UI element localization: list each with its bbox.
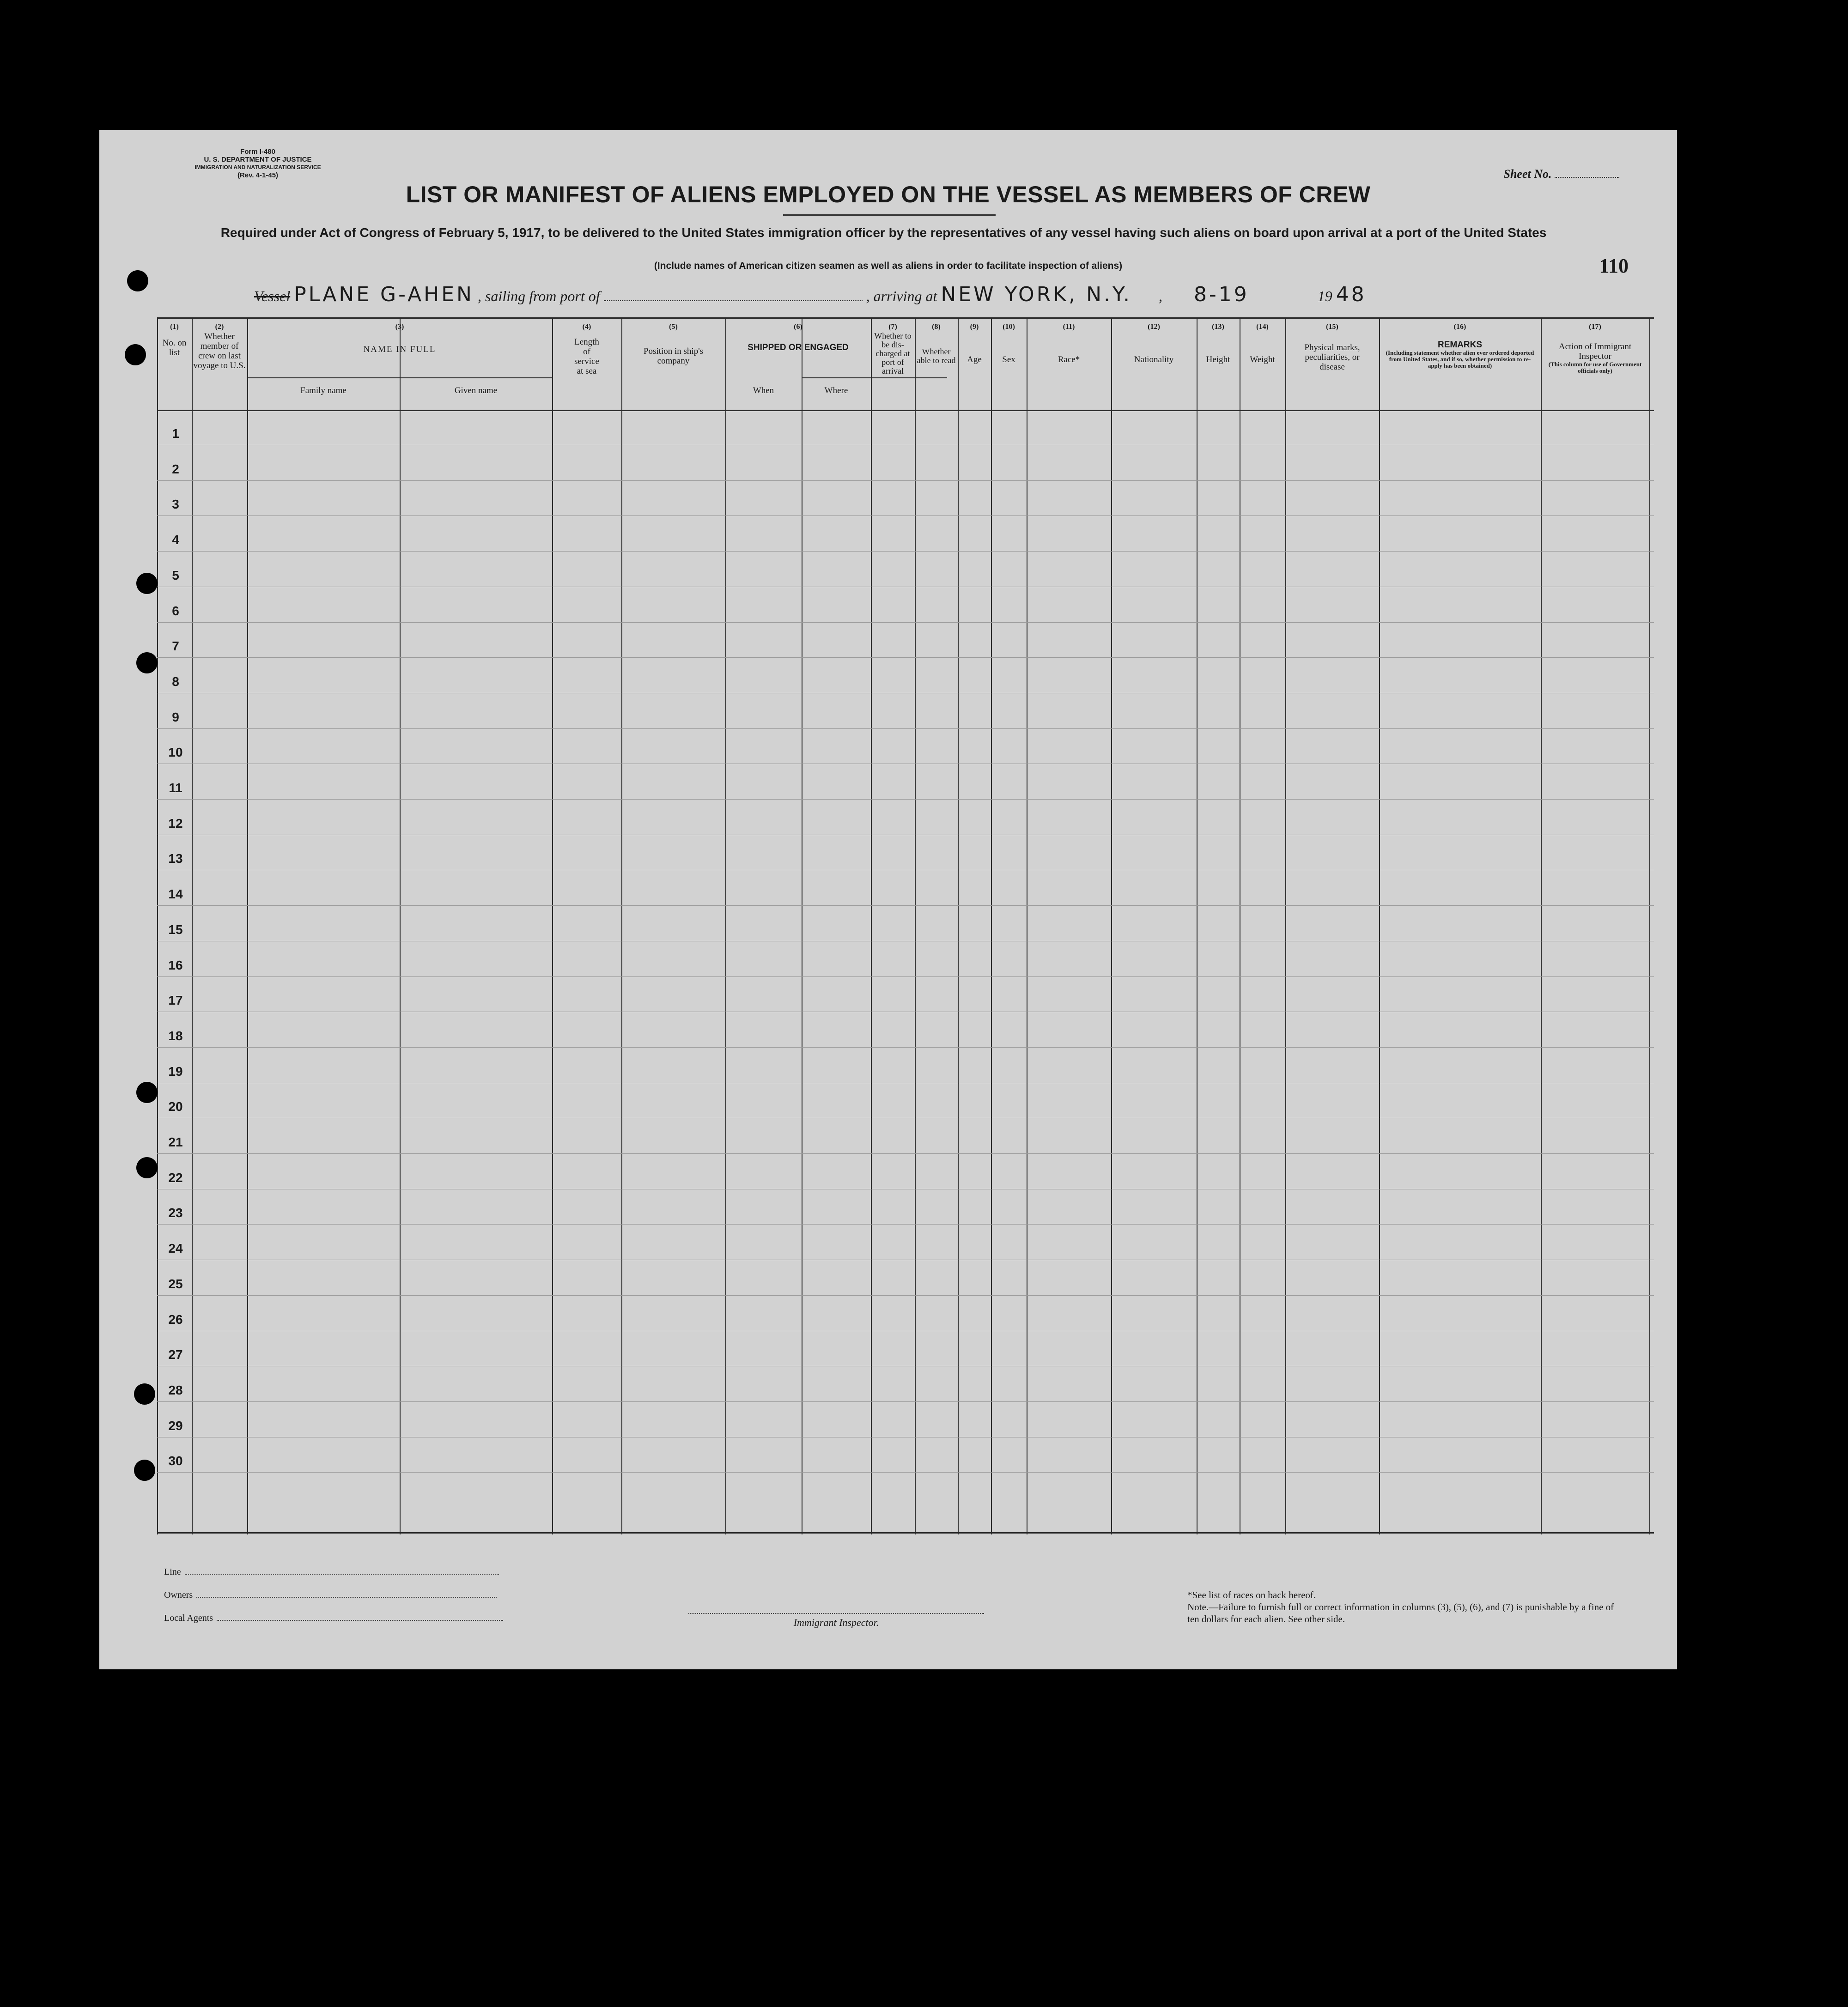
arrival-year[interactable]: 48 [1336, 283, 1367, 306]
header-col-17: (17) Action of Immigrant Inspector (This column for use of Government officials only) [1548, 323, 1642, 374]
header-where: Where [824, 386, 848, 395]
arriving-label: , arriving at [866, 288, 937, 304]
header-given-name: Given name [454, 386, 498, 395]
owners-label: Owners [164, 1590, 193, 1600]
row-number: 14 [168, 887, 183, 902]
row-number: 29 [168, 1418, 183, 1433]
table-row[interactable] [157, 1153, 1654, 1154]
row-number: 2 [172, 461, 179, 476]
page-title: LIST OR MANIFEST OF ALIENS EMPLOYED ON THE VESSEL AS MEMBERS OF CREW [406, 182, 1371, 207]
punch-hole [134, 1460, 155, 1481]
page-number: 110 [1599, 255, 1629, 277]
header-col-3: (3) NAME IN FULL [363, 323, 436, 354]
row-number: 7 [172, 639, 179, 654]
header-col-9: (9) Age [967, 323, 982, 364]
name-subheader-rule [247, 377, 552, 378]
col-line [1379, 317, 1380, 1534]
table-row[interactable] [157, 622, 1654, 623]
table-row[interactable] [157, 1224, 1654, 1225]
footer-local-agents-field[interactable] [164, 1613, 503, 1624]
table-row[interactable] [157, 1047, 1654, 1048]
punch-hole [134, 1383, 155, 1405]
table-row[interactable] [157, 480, 1654, 481]
immigrant-inspector-signature[interactable]: Immigrant Inspector. [688, 1613, 984, 1629]
header-col-6: (6) SHIPPED OR ENGAGED [748, 323, 849, 352]
row-number: 21 [168, 1135, 183, 1149]
header-col-10: (10) Sex [1002, 323, 1015, 364]
row-number: 22 [168, 1170, 183, 1185]
col-line [247, 317, 248, 1534]
row-number: 27 [168, 1347, 183, 1362]
col-line [991, 317, 992, 1534]
punch-hole [127, 270, 148, 291]
header-col-7: (7) Whether to be dis-charged at port of arrival [874, 323, 912, 376]
footer-line-field[interactable] [164, 1567, 499, 1577]
row-number: 24 [168, 1241, 183, 1256]
manifest-sheet [99, 130, 1677, 1669]
row-number: 19 [168, 1064, 183, 1079]
table-row[interactable] [157, 515, 1654, 516]
punch-hole [125, 344, 146, 365]
table-row[interactable] [157, 1472, 1654, 1473]
vessel-name[interactable]: PLANE G-AHEN [294, 283, 474, 306]
local-agents-label: Local Agents [164, 1613, 213, 1623]
col-line [915, 317, 916, 1534]
row-number: 1 [172, 426, 179, 441]
row-number: 25 [168, 1276, 183, 1291]
penalty-note: Note.—Failure to furnish full or correct information in columns (3), (5), (6), and (7) is punishable by a fine of ten dollars for each alien. See other side. [1187, 1601, 1614, 1625]
table-row[interactable] [157, 657, 1654, 658]
table-row[interactable] [157, 976, 1654, 977]
year-prefix: 19 [1317, 288, 1332, 304]
header-col-16: (16) REMARKS (Including statement whether alien ever ordered deported from United States, and if so, whether permission to re-apply has been obtained) [1386, 323, 1534, 369]
col-line [1649, 317, 1650, 1534]
table-top-rule [157, 317, 1654, 319]
header-col-8: (8) Whether able to read [917, 323, 956, 365]
include-note: (Include names of American citizen seamen as well as aliens in order to facilitate inspection of aliens) [654, 261, 1123, 271]
form-department: U. S. DEPARTMENT OF JUSTICE [204, 156, 312, 164]
sheet-number-field [1504, 167, 1620, 181]
col-line [1197, 317, 1198, 1534]
header-col-11: (11) Race* [1058, 323, 1080, 364]
subtitle: Required under Act of Congress of February 5, 1917, to be delivered to the United States immigration officer by the representatives of any vessel having such aliens on board upon arrival at a port of the United States [220, 225, 1547, 240]
line-label: Line [164, 1567, 181, 1577]
title-underline [783, 214, 996, 216]
crew-table [157, 317, 1654, 1534]
footer-note [1187, 1589, 1617, 1625]
table-bottom-rule [157, 1532, 1654, 1534]
row-number: 12 [168, 816, 183, 831]
table-row[interactable] [157, 799, 1654, 800]
punch-hole [136, 1082, 158, 1103]
header-col-4: (4) Length of service at sea [574, 323, 599, 376]
sheet-number-label: Sheet No. [1503, 167, 1552, 181]
header-col-14: (14) Weight [1250, 323, 1275, 364]
col-line [621, 317, 622, 1534]
row-number: 16 [168, 958, 183, 972]
header-col-13: (13) Height [1206, 323, 1230, 364]
row-number: 20 [168, 1099, 183, 1114]
row-number: 11 [169, 781, 182, 795]
form-identifier [165, 148, 350, 179]
row-number: 18 [168, 1028, 183, 1043]
sailing-label: , sailing from port of [477, 288, 600, 304]
row-number: 9 [172, 709, 179, 724]
header-col-15: (15) Physical marks, peculiarities, or disease [1304, 323, 1360, 372]
col-line [1285, 317, 1286, 1534]
table-row[interactable] [157, 1295, 1654, 1296]
form-revision: (Rev. 4-1-45) [237, 171, 279, 179]
header-col-2: (2) Whether member of crew on last voyage to U.S. [193, 323, 246, 370]
table-row[interactable] [157, 905, 1654, 906]
row-number: 30 [168, 1454, 183, 1468]
col-line [725, 317, 726, 1534]
form-number: Form I-480 [240, 148, 275, 156]
header-col-5: (5) Position in ship's company [643, 323, 704, 366]
row-number: 5 [172, 568, 179, 582]
col-line [1541, 317, 1542, 1534]
sheet-number-blank[interactable] [1555, 168, 1619, 178]
punch-hole [136, 1157, 158, 1178]
races-note: *See list of races on back hereof. [1187, 1589, 1316, 1601]
shipped-subheader-rule [802, 377, 947, 378]
row-number: 15 [168, 922, 183, 937]
row-number: 10 [168, 745, 183, 760]
footer-owners-field[interactable] [164, 1590, 497, 1601]
vessel-line: Vessel PLANE G-AHEN , sailing from port of , arriving at NEW YORK, N.Y. , 8-19 19 48 [254, 283, 1367, 306]
row-number: 17 [168, 993, 183, 1008]
col-line [400, 317, 401, 1534]
col-line [1111, 317, 1112, 1534]
table-row[interactable] [157, 728, 1654, 729]
header-family-name: Family name [300, 386, 346, 395]
sailing-port-field[interactable] [604, 287, 863, 301]
row-number: 26 [168, 1312, 183, 1327]
table-row[interactable] [157, 551, 1654, 552]
col-line [958, 317, 959, 1534]
punch-hole [136, 573, 158, 594]
row-number: 8 [172, 674, 179, 689]
header-col-1: (1) No. on list [162, 323, 187, 358]
row-number: 23 [168, 1206, 183, 1220]
punch-hole [136, 652, 158, 673]
header-when: When [753, 386, 774, 395]
row-number: 28 [168, 1382, 183, 1397]
row-number: 4 [172, 533, 179, 547]
arrival-date[interactable]: 8-19 [1193, 283, 1249, 306]
header-bottom-rule [157, 410, 1654, 411]
table-row[interactable] [157, 1401, 1654, 1402]
col-line [871, 317, 872, 1534]
row-number: 6 [172, 603, 179, 618]
row-number: 3 [172, 497, 179, 512]
header-col-12: (12) Nationality [1134, 323, 1174, 364]
col-line [552, 317, 553, 1534]
vessel-label: Vessel [254, 288, 291, 304]
form-service: IMMIGRATION AND NATURALIZATION SERVICE [195, 164, 321, 170]
arriving-port[interactable]: NEW YORK, N.Y. [941, 283, 1132, 306]
row-number: 13 [168, 851, 183, 866]
